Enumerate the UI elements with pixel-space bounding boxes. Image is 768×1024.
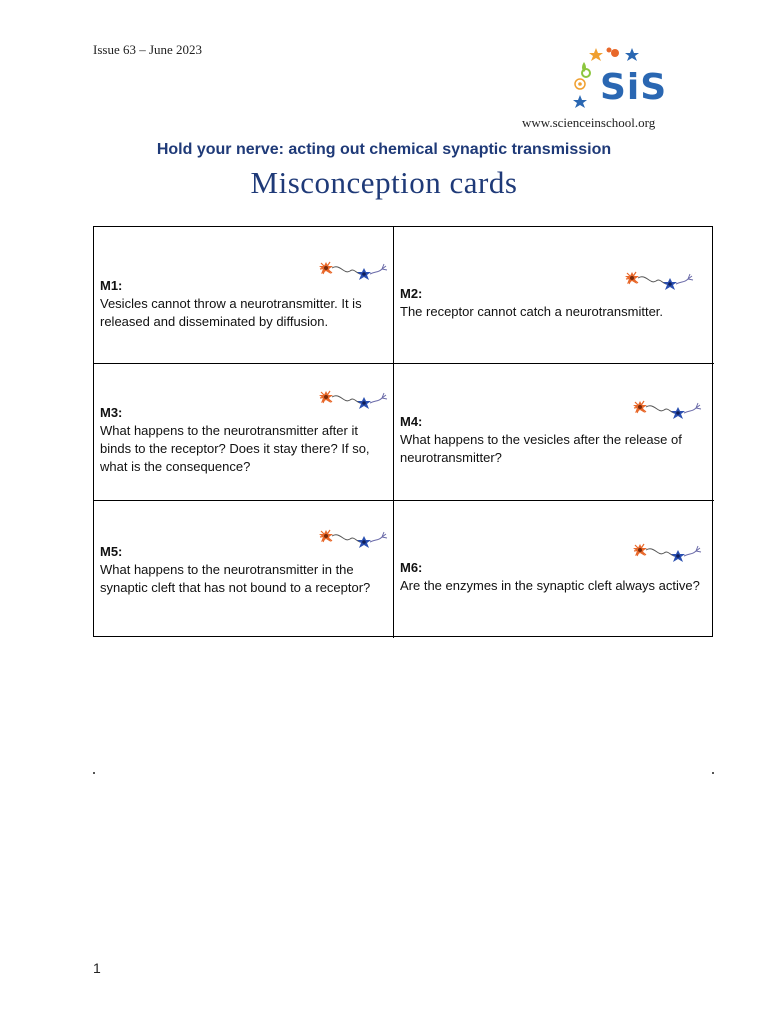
- card-label: M4:: [400, 414, 423, 429]
- website-link[interactable]: www.scienceinschool.org: [522, 115, 656, 130]
- card-m6: [394, 501, 714, 638]
- card-text: What happens to the neurotransmitter after it binds to the receptor? Does it stay there? If so, what is the consequence?: [100, 423, 370, 474]
- card-label: M1:: [100, 278, 123, 293]
- card-label: M6:: [400, 560, 423, 575]
- card-text: The receptor cannot catch a neurotransmitter.: [400, 304, 664, 319]
- issue-label: Issue 63 – June 2023: [93, 42, 203, 57]
- card-text: What happens to the neurotransmitter in the synaptic cleft that has not bound to a receptor?: [100, 562, 371, 595]
- card-text: What happens to the vesicles after the release of neurotransmitter?: [400, 432, 682, 465]
- sis-logo-text: SiS: [600, 67, 668, 108]
- card-m2: [394, 227, 714, 364]
- page-number: 1: [93, 960, 101, 976]
- page-mark-right: [712, 772, 714, 774]
- card-m5: [94, 501, 394, 638]
- page-subtitle: Hold your nerve: acting out chemical synaptic transmission: [156, 141, 612, 158]
- page-title: Misconception cards: [250, 165, 518, 200]
- card-m1: [94, 227, 394, 364]
- card-m3: [94, 364, 394, 501]
- page-mark-left: [93, 772, 95, 774]
- card-label: M2:: [400, 286, 423, 301]
- card-m4: [394, 364, 714, 501]
- card-label: M5:: [100, 544, 123, 559]
- misconception-cards-grid: [93, 226, 713, 637]
- card-text: Are the enzymes in the synaptic cleft always active?: [400, 578, 700, 593]
- card-text: Vesicles cannot throw a neurotransmitter. It is released and disseminated by diffusion.: [100, 296, 362, 329]
- card-label: M3:: [100, 405, 123, 420]
